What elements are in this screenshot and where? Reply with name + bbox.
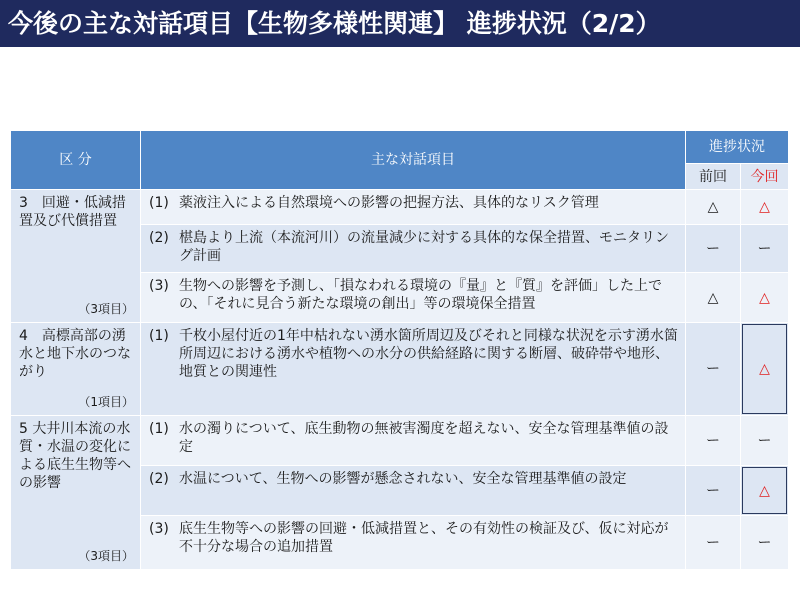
status-prev: △ — [686, 273, 741, 323]
table-header-row — [11, 131, 789, 164]
item-cell — [141, 416, 686, 466]
header-item: 主な対話項目 — [141, 131, 686, 190]
item-text: 生物への影響を予測し、「損なわれる環境の『量』と『質』を評価」した上での、「それに見合う新たな環境の創出」等の環境保全措置 — [179, 278, 662, 312]
header-prev: 前回 — [686, 164, 741, 190]
item-number: (2) — [149, 230, 169, 246]
item-cell — [141, 466, 686, 516]
item-cell — [141, 516, 686, 570]
status-prev: △ — [686, 190, 741, 225]
category-count: （1項目） — [78, 395, 134, 409]
item-number: (1) — [149, 328, 169, 344]
status-prev: ー — [686, 323, 741, 416]
status-prev: ー — [686, 466, 741, 516]
category-label: 5 大井川本流の水質・水温の変化による底生生物等への影響 — [19, 421, 131, 491]
item-text: 水の濁りについて、底生動物の無被害濁度を超えない、安全な管理基準値の設定 — [179, 421, 669, 455]
item-number: (3) — [149, 278, 169, 294]
category-count: （3項目） — [78, 549, 134, 563]
item-number: (3) — [149, 521, 169, 537]
item-number: (2) — [149, 471, 169, 487]
item-text: 千枚小屋付近の1年中枯れない湧水箇所周辺及びそれと同様な状況を示す湧水箇所周辺における湧水や植物への水分の供給経路に関する断層、破砕帯や地形、地質との関連性 — [179, 328, 678, 380]
table-row — [11, 190, 789, 225]
header-curr: 今回 — [741, 164, 789, 190]
item-cell — [141, 273, 686, 323]
item-text: 水温について、生物への影響が懸念されない、安全な管理基準値の設定 — [179, 471, 627, 487]
header-category: 区 分 — [11, 131, 141, 190]
table-row — [11, 416, 789, 466]
status-curr: ー — [741, 225, 789, 273]
table-row — [11, 323, 789, 416]
category-cell — [11, 416, 141, 570]
status-prev: ー — [686, 516, 741, 570]
item-text: 底生生物等への影響の回避・低減措置と、その有効性の検証及び、仮に対応が不十分な場合の追加措置 — [179, 521, 669, 555]
item-cell — [141, 323, 686, 416]
item-number: (1) — [149, 195, 169, 211]
item-cell — [141, 190, 686, 225]
slide-title: 今後の主な対話項目【生物多様性関連】 進捗状況（2/2） — [0, 0, 800, 47]
item-number: (1) — [149, 421, 169, 437]
header-status: 進捗状況 — [686, 131, 789, 164]
status-prev: ー — [686, 225, 741, 273]
item-text: 薬液注入による自然環境への影響の把握方法、具体的なリスク管理 — [179, 195, 599, 211]
status-curr: △ — [741, 466, 789, 516]
status-curr: ー — [741, 516, 789, 570]
category-cell — [11, 190, 141, 323]
category-label: 4 高標高部の湧水と地下水のつながり — [19, 328, 131, 380]
status-curr: △ — [741, 323, 789, 416]
progress-table — [10, 130, 789, 570]
category-count: （3項目） — [78, 302, 134, 316]
category-cell — [11, 323, 141, 416]
status-prev: ー — [686, 416, 741, 466]
status-curr: ー — [741, 416, 789, 466]
item-text: 椹島より上流（本流河川）の流量減少に対する具体的な保全措置、モニタリング計画 — [179, 230, 669, 264]
item-cell — [141, 225, 686, 273]
status-curr: △ — [741, 190, 789, 225]
category-label: 3 回避・低減措置及び代償措置 — [19, 195, 126, 229]
status-curr: △ — [741, 273, 789, 323]
